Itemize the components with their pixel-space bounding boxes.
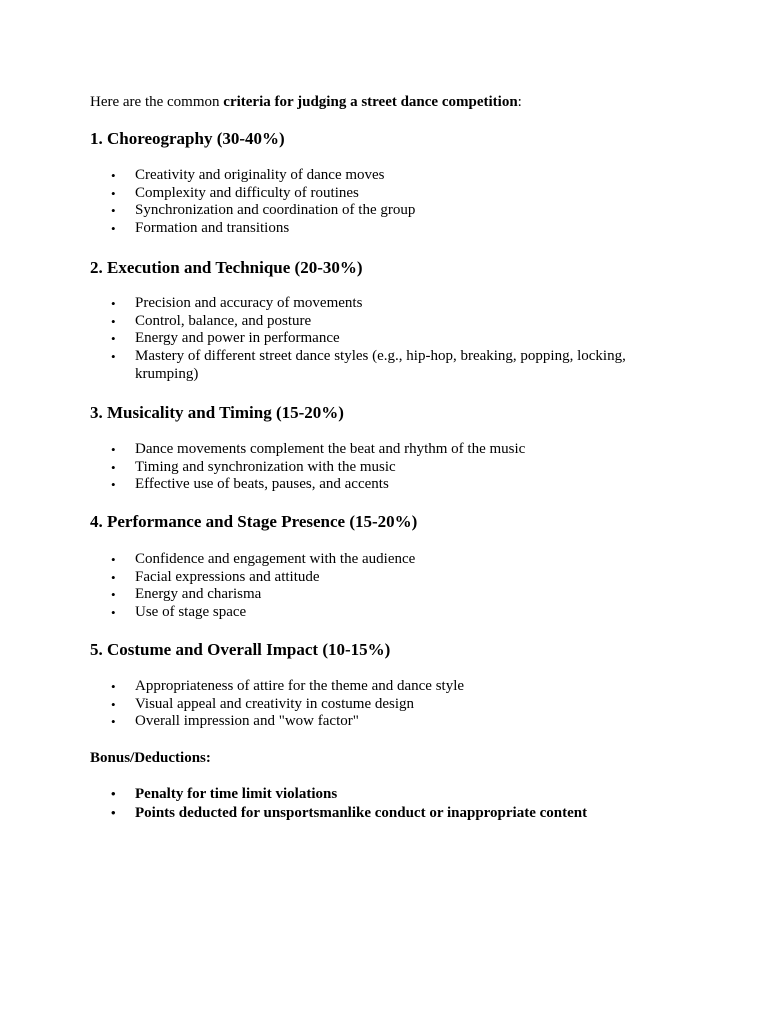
list-item: • Timing and synchronization with the music: [90, 459, 650, 477]
section-list-musicality: [90, 441, 650, 494]
list-item: • Dance movements complement the beat and rhythm of the music: [90, 441, 650, 459]
list-item: • Energy and charisma: [90, 586, 650, 604]
section-list-choreography: [90, 167, 650, 238]
list-item: • Points deducted for unsportsmanlike conduct or inappropriate content: [90, 804, 650, 823]
section-list-execution: [90, 295, 650, 384]
intro-paragraph: [90, 93, 522, 111]
list-item: • Control, balance, and posture: [90, 313, 650, 331]
list-item: • Creativity and originality of dance moves: [90, 167, 650, 185]
section-title-musicality: 3. Musicality and Timing (15-20%): [90, 403, 344, 422]
list-item: • Effective use of beats, pauses, and accents: [90, 476, 650, 494]
list-item: • Penalty for time limit violations: [90, 785, 650, 804]
list-item: • Overall impression and "wow factor": [90, 713, 650, 731]
list-item: • Appropriateness of attire for the theme and dance style: [90, 678, 650, 696]
intro-bold: criteria for judging a street dance competition: [223, 94, 518, 110]
list-item: • Facial expressions and attitude: [90, 569, 650, 587]
section-list-costume: [90, 678, 650, 731]
section-list-performance: [90, 551, 650, 622]
list-item: • Confidence and engagement with the audience: [90, 551, 650, 569]
list-item: • Visual appeal and creativity in costume design: [90, 696, 650, 714]
intro-suffix: :: [517, 94, 522, 110]
list-item: • Precision and accuracy of movements: [90, 295, 650, 313]
list-item: • Complexity and difficulty of routines: [90, 185, 650, 203]
list-item: • Synchronization and coordination of the group: [90, 202, 650, 220]
section-title-choreography: 1. Choreography (30-40%): [90, 129, 285, 148]
intro-prefix: Here are the common: [90, 94, 224, 110]
list-item: • Energy and power in performance: [90, 330, 650, 348]
section-title-performance: 4. Performance and Stage Presence (15-20%): [90, 512, 418, 531]
list-item: • Use of stage space: [90, 604, 650, 622]
bonus-list: [90, 785, 650, 822]
bonus-title: Bonus/Deductions:: [90, 750, 211, 766]
list-item: • Mastery of different street dance styles (e.g., hip-hop, breaking, popping, locking, krumping): [90, 348, 650, 383]
section-title-costume: 5. Costume and Overall Impact (10-15%): [90, 640, 391, 659]
list-item: • Formation and transitions: [90, 220, 650, 238]
section-title-execution: 2. Execution and Technique (20-30%): [90, 258, 363, 277]
